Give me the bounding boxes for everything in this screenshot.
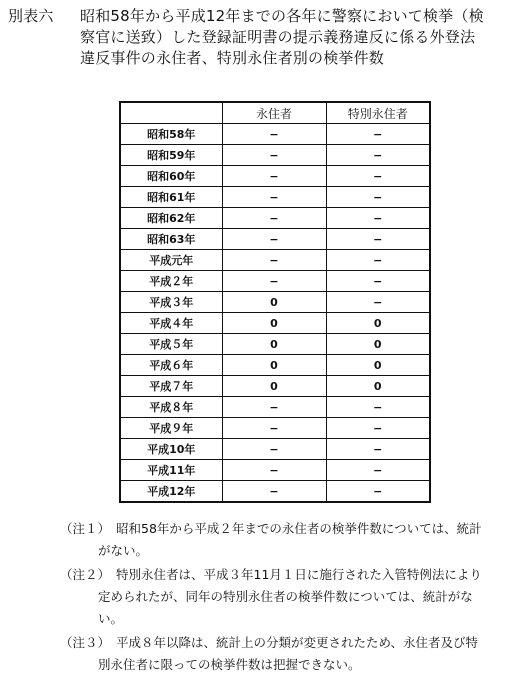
note-label: （注３）	[60, 635, 111, 650]
table-row	[120, 250, 430, 271]
special-permanent-resident-count-cell: −	[326, 481, 430, 503]
table-row	[120, 271, 430, 292]
column-header-permanent-resident: 永住者	[222, 102, 326, 124]
special-permanent-resident-count-cell: −	[326, 208, 430, 229]
year-cell: 平成４年	[120, 313, 222, 334]
table-body	[120, 124, 430, 503]
title-text	[80, 6, 512, 69]
special-permanent-resident-count-cell: −	[326, 166, 430, 187]
special-permanent-resident-count-cell: −	[326, 397, 430, 418]
permanent-resident-count-cell: 0	[222, 292, 326, 313]
column-header-year	[120, 102, 222, 124]
permanent-resident-count-cell: −	[222, 481, 326, 503]
permanent-resident-count-cell: −	[222, 250, 326, 271]
special-permanent-resident-count-cell: −	[326, 271, 430, 292]
table-row	[120, 397, 430, 418]
table-row	[120, 166, 430, 187]
table-row	[120, 208, 430, 229]
special-permanent-resident-count-cell: 0	[326, 334, 430, 355]
note-line: い。	[98, 611, 124, 626]
permanent-resident-count-cell: −	[222, 439, 326, 460]
arrest-count-table	[119, 101, 431, 503]
column-header-special-permanent-resident: 特別永住者	[326, 102, 430, 124]
special-permanent-resident-count-cell: −	[326, 145, 430, 166]
permanent-resident-count-cell: 0	[222, 355, 326, 376]
year-cell: 平成元年	[120, 250, 222, 271]
year-cell: 平成２年	[120, 271, 222, 292]
note-line: 特別永住者は、平成３年11月１日に施行された入管特例法により	[116, 567, 482, 582]
special-permanent-resident-count-cell: −	[326, 229, 430, 250]
year-cell: 昭和61年	[120, 187, 222, 208]
table-row	[120, 334, 430, 355]
year-cell: 昭和59年	[120, 145, 222, 166]
table-row	[120, 418, 430, 439]
table-row	[120, 145, 430, 166]
table-header-row	[120, 102, 430, 124]
year-cell: 平成８年	[120, 397, 222, 418]
year-cell: 昭和62年	[120, 208, 222, 229]
table-row	[120, 355, 430, 376]
note-line: 定められたが、同年の特別永住者の検挙件数については、統計がな	[98, 589, 473, 604]
table-row	[120, 376, 430, 397]
year-cell: 平成９年	[120, 418, 222, 439]
title-line: 違反事件の永住者、特別永住者別の検挙件数	[80, 49, 385, 67]
special-permanent-resident-count-cell: −	[326, 418, 430, 439]
special-permanent-resident-count-cell: −	[326, 250, 430, 271]
permanent-resident-count-cell: −	[222, 397, 326, 418]
table-row	[120, 292, 430, 313]
special-permanent-resident-count-cell: −	[326, 439, 430, 460]
year-cell: 平成５年	[120, 334, 222, 355]
special-permanent-resident-count-cell: −	[326, 124, 430, 145]
permanent-resident-count-cell: −	[222, 187, 326, 208]
year-cell: 平成７年	[120, 376, 222, 397]
notes-section	[60, 518, 515, 678]
table-row	[120, 460, 430, 481]
note-label: （注１）	[60, 521, 111, 536]
note-line: がない。	[98, 543, 149, 558]
permanent-resident-count-cell: −	[222, 229, 326, 250]
year-cell: 平成６年	[120, 355, 222, 376]
special-permanent-resident-count-cell: 0	[326, 313, 430, 334]
permanent-resident-count-cell: 0	[222, 334, 326, 355]
permanent-resident-count-cell: −	[222, 124, 326, 145]
year-cell: 昭和58年	[120, 124, 222, 145]
table-row	[120, 481, 430, 503]
permanent-resident-count-cell: 0	[222, 376, 326, 397]
permanent-resident-count-cell: −	[222, 166, 326, 187]
year-cell: 平成12年	[120, 481, 222, 503]
year-cell: 昭和60年	[120, 166, 222, 187]
note-line: 別永住者に限っての検挙件数は把握できない。	[98, 657, 361, 672]
permanent-resident-count-cell: 0	[222, 313, 326, 334]
permanent-resident-count-cell: −	[222, 208, 326, 229]
note-text	[98, 564, 515, 630]
table-row	[120, 229, 430, 250]
permanent-resident-count-cell: −	[222, 460, 326, 481]
special-permanent-resident-count-cell: −	[326, 292, 430, 313]
note-label: （注２）	[60, 567, 111, 582]
year-cell: 昭和63年	[120, 229, 222, 250]
table-row	[120, 313, 430, 334]
permanent-resident-count-cell: −	[222, 145, 326, 166]
note-text	[98, 518, 515, 562]
note-1	[60, 518, 515, 562]
special-permanent-resident-count-cell: 0	[326, 376, 430, 397]
table-row	[120, 124, 430, 145]
year-cell: 平成３年	[120, 292, 222, 313]
note-line: 昭和58年から平成２年までの永住者の検挙件数については、統計	[116, 521, 482, 536]
permanent-resident-count-cell: −	[222, 271, 326, 292]
note-text	[98, 632, 515, 676]
note-3	[60, 632, 515, 676]
title-line: 察官に送致）した登録証明書の提示義務違反に係る外登法	[80, 28, 476, 46]
table-row	[120, 187, 430, 208]
title-line: 昭和58年から平成12年までの各年に警察において検挙（検	[80, 7, 484, 25]
note-2	[60, 564, 515, 630]
special-permanent-resident-count-cell: −	[326, 460, 430, 481]
table-row	[120, 439, 430, 460]
year-cell: 平成11年	[120, 460, 222, 481]
special-permanent-resident-count-cell: 0	[326, 355, 430, 376]
permanent-resident-count-cell: −	[222, 418, 326, 439]
special-permanent-resident-count-cell: −	[326, 187, 430, 208]
year-cell: 平成10年	[120, 439, 222, 460]
note-line: 平成８年以降は、統計上の分類が変更されたため、永住者及び特	[116, 635, 479, 650]
appendix-label: 別表六	[8, 7, 54, 25]
